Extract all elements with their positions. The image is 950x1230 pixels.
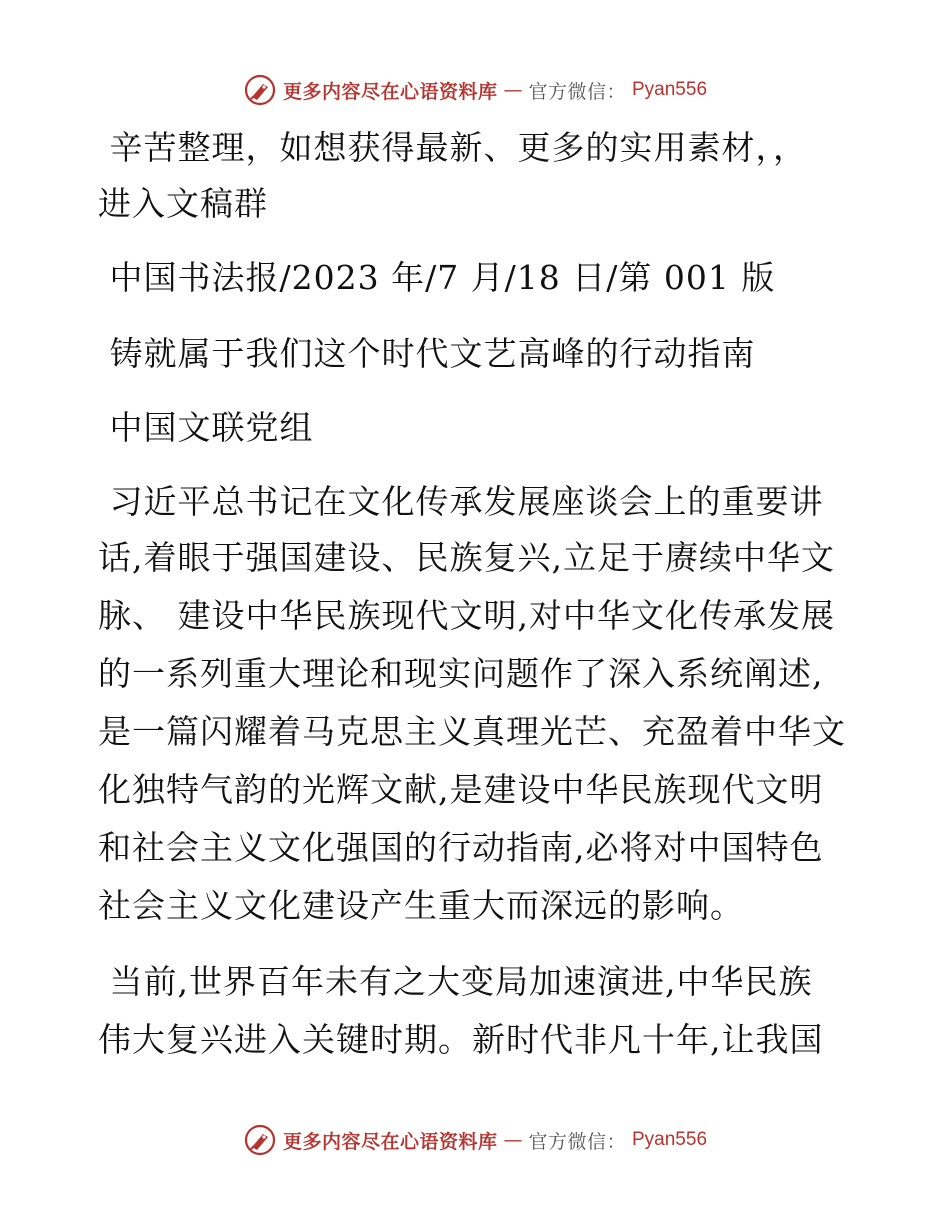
- paragraph-2-line-2: 伟大复兴进入关键时期。新时代非凡十年,让我国: [98, 1020, 824, 1059]
- banner-brand-text: 更多内容尽在心语资料库: [282, 80, 498, 103]
- banner-wechat-id: Pyan556: [632, 1129, 708, 1150]
- pen-nib-logo-icon: [243, 1123, 277, 1157]
- paragraph-1-line-3: 脉、 建设中华民族现代文明,对中华文化传承发展: [98, 596, 835, 635]
- banner-wechat-id: Pyan556: [632, 79, 708, 100]
- article-author: 中国文联党组: [98, 408, 314, 447]
- source-line: 中国书法报/2023 年/7 月/18 日/第 001 版: [98, 258, 776, 297]
- banner-dash: —: [503, 1129, 523, 1151]
- intro-line-2: 进入文稿群: [98, 184, 268, 223]
- banner-dash: —: [503, 79, 523, 101]
- watermark-banner-bottom: [0, 1120, 950, 1160]
- paragraph-2-line-1: 当前,世界百年未有之大变局加速演进,中华民族: [98, 962, 813, 1001]
- paragraph-1-line-5: 是一篇闪耀着马克思主义真理光芒、充盈着中华文: [98, 712, 846, 751]
- paragraph-1-line-8: 社会主义文化建设产生重大而深远的影响。: [98, 886, 744, 925]
- paragraph-1-line-2: 话,着眼于强国建设、民族复兴,立足于赓续中华文: [98, 538, 835, 577]
- article-title: 铸就属于我们这个时代文艺高峰的行动指南: [98, 334, 756, 373]
- pen-nib-logo-icon: [243, 73, 277, 107]
- banner-brand-text: 更多内容尽在心语资料库: [282, 1130, 498, 1153]
- banner-wechat-label: 官方微信：: [528, 1130, 626, 1153]
- intro-line-1: 辛苦整理，如想获得最新、更多的实用素材，，: [98, 128, 807, 167]
- paragraph-1-line-1: 习近平总书记在文化传承发展座谈会上的重要讲: [98, 482, 824, 521]
- paragraph-1-line-6: 化独特气韵的光辉文献,是建设中华民族现代文明: [98, 770, 824, 809]
- watermark-banner-top: [0, 70, 950, 110]
- paragraph-1-line-4: 的一系列重大理论和现实问题作了深入系统阐述,: [98, 654, 824, 693]
- banner-wechat-label: 官方微信：: [528, 80, 626, 103]
- paragraph-1-line-7: 和社会主义文化强国的行动指南,必将对中国特色: [98, 828, 824, 867]
